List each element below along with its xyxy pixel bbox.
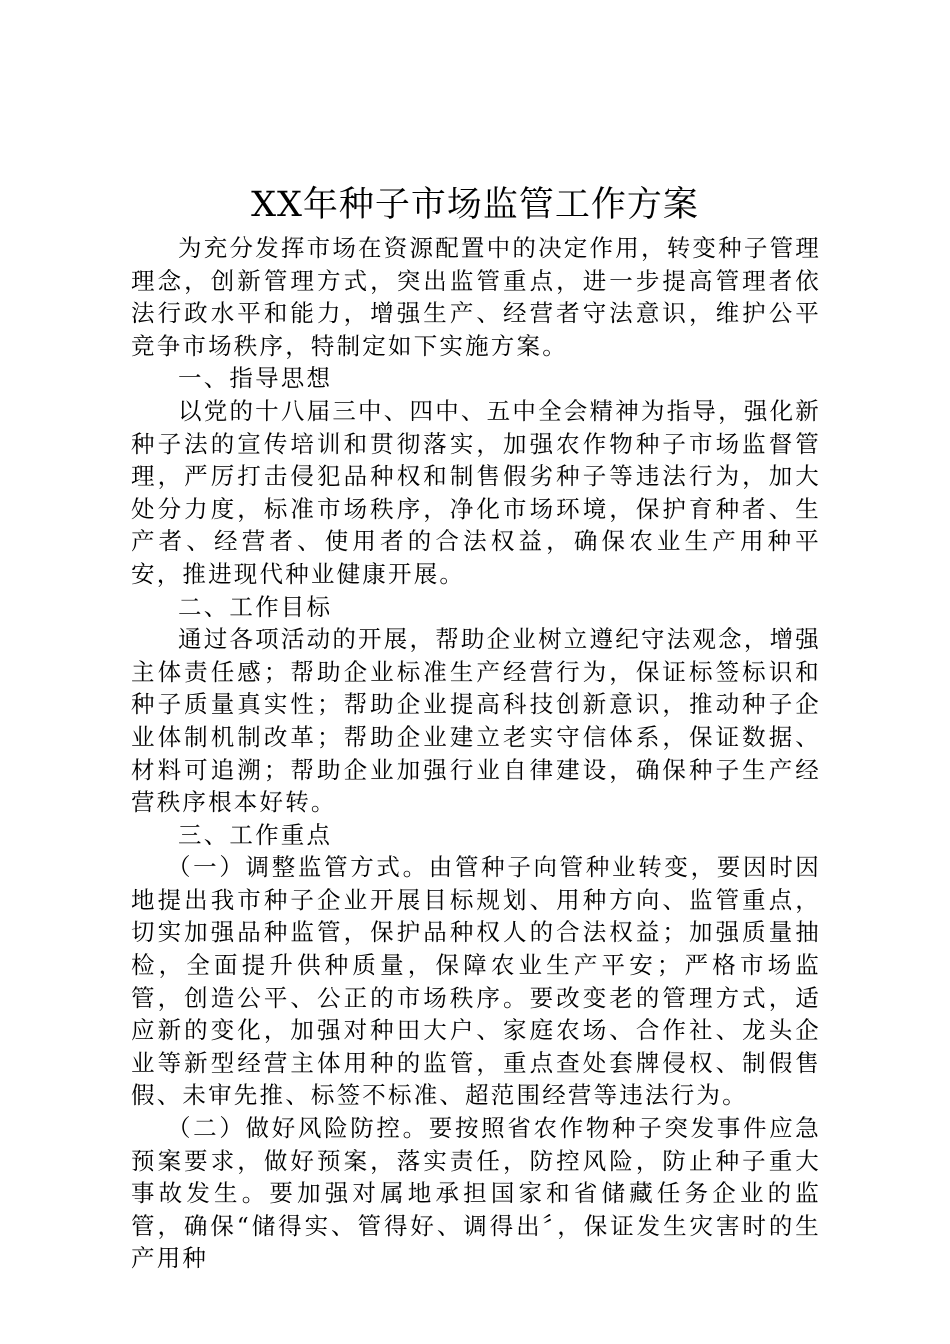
focus-item-2-paragraph: （二）做好风险防控。要按照省农作物种子突发事件应急预案要求，做好预案，落实责任，防控风险，防止种子重大事故发生。要加强对属地承担国家和省储藏任务企业的监管，确保“储得实、管得好、调得出〞，保证发生灾害时的生产用种 — [131, 1114, 821, 1273]
work-goals-paragraph: 通过各项活动的开展，帮助企业树立遵纪守法观念，增强主体责任感；帮助企业标准生产经营行为，保证标签标识和种子质量真实性；帮助企业提高科技创新意识，推动种子企业体制机制改革；帮助企业建立老实守信体系，保证数据、材料可追溯；帮助企业加强行业自律建设，确保种子生产经营秩序根本好转。 — [131, 625, 821, 817]
focus-item-1-paragraph: （一）调整监管方式。由管种子向管种业转变，要因时因地提出我市种子企业开展目标规划、用种方向、监管重点，切实加强品种监管，保护品种权人的合法权益；加强质量抽检，全面提升供种质量，保障农业生产平安；严格市场监管，创造公平、公正的市场秩序。要改变老的管理方式，适应新的变化，加强对种田大户、家庭农场、合作社、龙头企业等新型经营主体用种的监管，重点查处套牌侵权、制假售假、未审先推、标签不标准、超范围经营等违法行为。 — [131, 853, 821, 1110]
section-heading-work-goals: 二、工作目标 — [178, 592, 333, 621]
document-body — [131, 232, 821, 1275]
section-heading-work-focus: 三、工作重点 — [178, 820, 333, 849]
section-heading-guiding-thought: 一、指导思想 — [178, 364, 333, 393]
intro-paragraph: 为充分发挥市场在资源配置中的决定作用，转变种子管理理念，创新管理方式，突出监管重点，进一步提高管理者依法行政水平和能力，增强生产、经营者守法意识，维护公平竞争市场秩序，特制定如下实施方案。 — [131, 234, 821, 360]
guiding-thought-paragraph: 以党的十八届三中、四中、五中全会精神为指导，强化新种子法的宣传培训和贯彻落实，加强农作物种子市场监督管理，严厉打击侵犯品种权和制售假劣种子等违法行为，加大处分力度，标准市场秩序，净化市场环境，保护育种者、生产者、经营者、使用者的合法权益，确保农业生产用种平安，推进现代种业健康开展。 — [131, 396, 821, 588]
document-title: XX年种子市场监管工作方案 — [251, 185, 699, 225]
